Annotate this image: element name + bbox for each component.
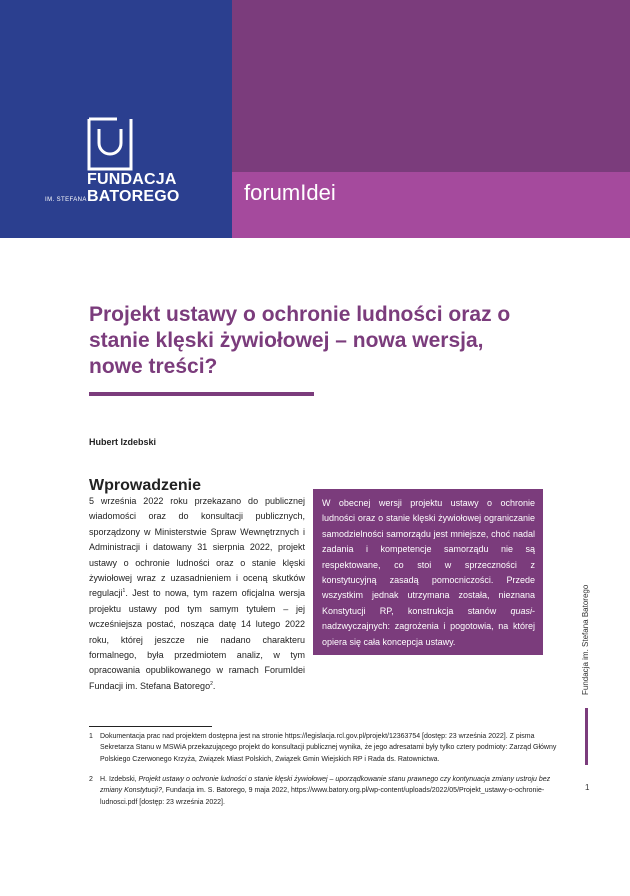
logo-text-im-stefana: IM. STEFANA <box>45 197 87 203</box>
footnote-separator <box>89 726 212 727</box>
foundation-logo-icon <box>87 117 133 171</box>
intro-paragraph <box>89 494 305 694</box>
footnote-2-author: H. Izdebski, <box>100 776 139 783</box>
logo-text-fundacja: FUNDACJA <box>87 171 177 188</box>
footnote-ref-2[interactable]: 2 <box>210 680 213 687</box>
author-name: Hubert Izdebski <box>89 437 157 447</box>
sidebar-rule <box>585 708 588 765</box>
series-name: forumIdei <box>244 180 336 205</box>
highlight-text <box>322 496 535 650</box>
logo-text-batorego: BATOREGO <box>87 188 180 205</box>
intro-text-3: . <box>212 680 216 691</box>
footnote-2-text <box>89 774 559 808</box>
highlight-text-2: -nadzwyczajnych: zagrożenia i pogotowia, na której opiera się cała koncepcja ustawy. <box>322 605 535 647</box>
footnote-2 <box>89 774 559 808</box>
header-purple-panel <box>232 0 630 172</box>
document-title: Projekt ustawy o ochronie ludności oraz o stanie klęski żywiołowej – nowa wersja, nowe treści? <box>89 303 511 378</box>
section-heading: Wprowadzenie <box>89 477 202 494</box>
title-underline <box>89 392 314 396</box>
highlight-box <box>313 489 543 655</box>
page-number: 1 <box>585 783 590 792</box>
intro-text-1: 5 września 2022 roku przekazano do publicznej wiadomości oraz do konsultacji publicznych, sporządzony w Ministerstwie Spraw Wewnętrznych i Administracji i datowany 31 sierpnia 2022, projekt ustawy o ochronie ludności oraz o stanie klęski żywiołowej wraz z uzasadnieniem i oceną skutków regulacji <box>89 496 305 599</box>
footnote-1 <box>89 731 559 765</box>
footnote-ref-1[interactable]: 1 <box>122 588 126 595</box>
footnote-2-number: 2 <box>89 776 93 783</box>
footnote-1-number: 1 <box>89 733 93 740</box>
footnote-2-source: , Fundacja im. S. Batorego, 9 maja 2022, https://www.batory.org.pl/wp-content/uploads/2022/05/Projekt_ustawy-o-ochronie-ludnosci.pdf [dostęp: 23 września 2022]. <box>100 787 545 806</box>
footnote-2-title: Projekt ustawy o ochronie ludności o stanie klęski żywiołowej – uporządkowanie stanu prawnego czy kontynuacja zmiany ustroju bez zmiany Konstytucji? <box>100 776 551 795</box>
footnote-1-text: Dokumentacja prac nad projektem dostępna jest na stronie https://legislacja.rcl.gov.pl/projekt/12363754 [dostęp: 23 września 2022]. Z pisma Sekretarza Stanu w MSWiA przekazującego projekt do konsultacji publicznej wynika, że jego adresatami były tylko cztery podmioty: Zarząd Główny Polskiego Czerwonego Krzyża, Związek Miast Polskich, Związek Gmin Wiejskich RP i Rada ds. Ratownictwa. <box>100 733 557 763</box>
sidebar-foundation-name: Fundacja im. Stefana Batorego <box>581 584 590 695</box>
intro-text-2: . Jest to nowa, tym razem oficjalna wersja projektu ustawy pod tym samym tytułem – jej wcześniejsza postać, nosząca datę 14 lutego 2022 roku, której jeszcze nie nadano charakteru formalnego, była przedmiotem analiz, w tym opracowania opublikowanego w ramach ForumIdei Fundacji im. Stefana Batorego <box>89 588 305 691</box>
highlight-text-em: quasi <box>510 605 532 616</box>
highlight-text-1: W obecnej wersji projektu ustawy o ochronie ludności oraz o stanie klęski żywiołowej ograniczanie samodzielności samorządu jest mniejsze, choć nadal zadania i kompetencje samorządu nie są respektowane, co stoi w sprzeczności z konstytucyjną zasadą pomocniczości. Przede wszystkim jednak utrzymana została, nieznana Konstytucji RP, konstrukcja stanów <box>322 498 535 616</box>
